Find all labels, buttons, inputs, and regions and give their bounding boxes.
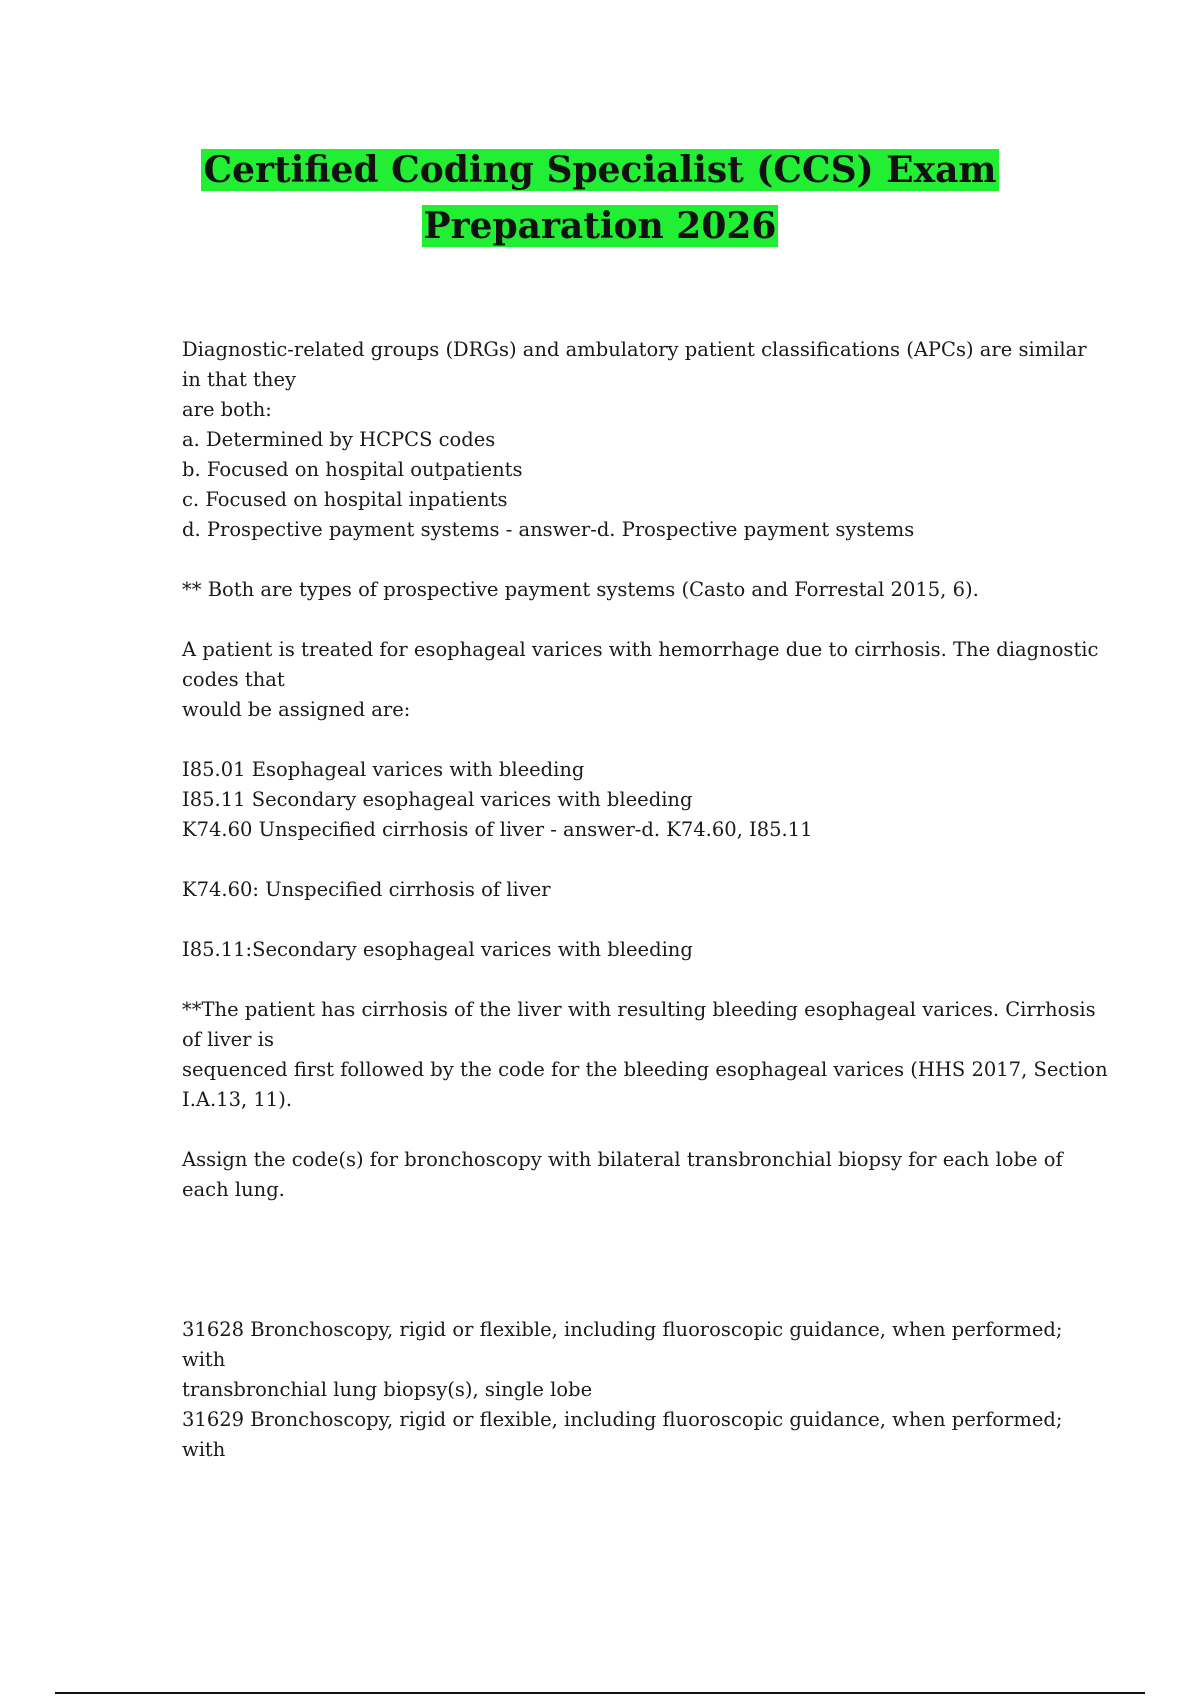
q2-rationale-line-1: **The patient has cirrhosis of the liver with resulting bleeding esophageal varices. Cirrhosis	[182, 998, 1096, 1021]
q1-option-c: c. Focused on hospital inpatients	[182, 488, 508, 511]
q2-stem-line-1: A patient is treated for esophageal varices with hemorrhage due to cirrhosis. The diagnostic	[182, 638, 1099, 661]
q2-code-3: K74.60 Unspecified cirrhosis of liver - answer-d. K74.60, I85.11	[182, 818, 813, 841]
page-title	[0, 142, 1200, 254]
q1-stem-line-2: in that they	[182, 368, 297, 391]
q3-code-1-line-2: with	[182, 1348, 226, 1371]
q1-option-d: d. Prospective payment systems - answer-d. Prospective payment systems	[182, 518, 915, 541]
q1-rationale: ** Both are types of prospective payment systems (Casto and Forrestal 2015, 6).	[182, 578, 979, 601]
q2-stem-line-3: would be assigned are:	[182, 698, 411, 721]
q1-stem-line-3: are both:	[182, 398, 272, 421]
q3-stem-line-1: Assign the code(s) for bronchoscopy with bilateral transbronchial biopsy for each lobe of	[182, 1148, 1063, 1171]
q2-stem-line-2: codes that	[182, 668, 285, 691]
document-body	[182, 335, 1108, 1465]
q3-code-1-line-3: transbronchial lung biopsy(s), single lobe	[182, 1378, 593, 1401]
q3-code-1-line-1: 31628 Bronchoscopy, rigid or flexible, including fluoroscopic guidance, when performed;	[182, 1318, 1063, 1341]
q3-code-2-line-2: with	[182, 1438, 226, 1461]
title-line-2: Preparation 2026	[423, 205, 777, 247]
q1-option-b: b. Focused on hospital outpatients	[182, 458, 523, 481]
q3-code-2-line-1: 31629 Bronchoscopy, rigid or flexible, including fluoroscopic guidance, when performed;	[182, 1408, 1063, 1431]
q1-stem-line-1: Diagnostic-related groups (DRGs) and ambulatory patient classifications (APCs) are similar	[182, 338, 1087, 361]
q2-code-1: I85.01 Esophageal varices with bleeding	[182, 758, 585, 781]
q2-explain-1: K74.60: Unspecified cirrhosis of liver	[182, 878, 551, 901]
footer-divider	[55, 1692, 1145, 1694]
q2-rationale-line-4: I.A.13, 11).	[182, 1088, 293, 1111]
q2-rationale-line-2: of liver is	[182, 1028, 274, 1051]
q2-rationale-line-3: sequenced first followed by the code for the bleeding esophageal varices (HHS 2017, Section	[182, 1058, 1108, 1081]
q3-stem-line-2: each lung.	[182, 1178, 285, 1201]
q2-explain-2: I85.11:Secondary esophageal varices with bleeding	[182, 938, 693, 961]
q1-option-a: a. Determined by HCPCS codes	[182, 428, 496, 451]
title-line-1: Certified Coding Specialist (CCS) Exam	[203, 149, 997, 191]
q2-code-2: I85.11 Secondary esophageal varices with bleeding	[182, 788, 693, 811]
